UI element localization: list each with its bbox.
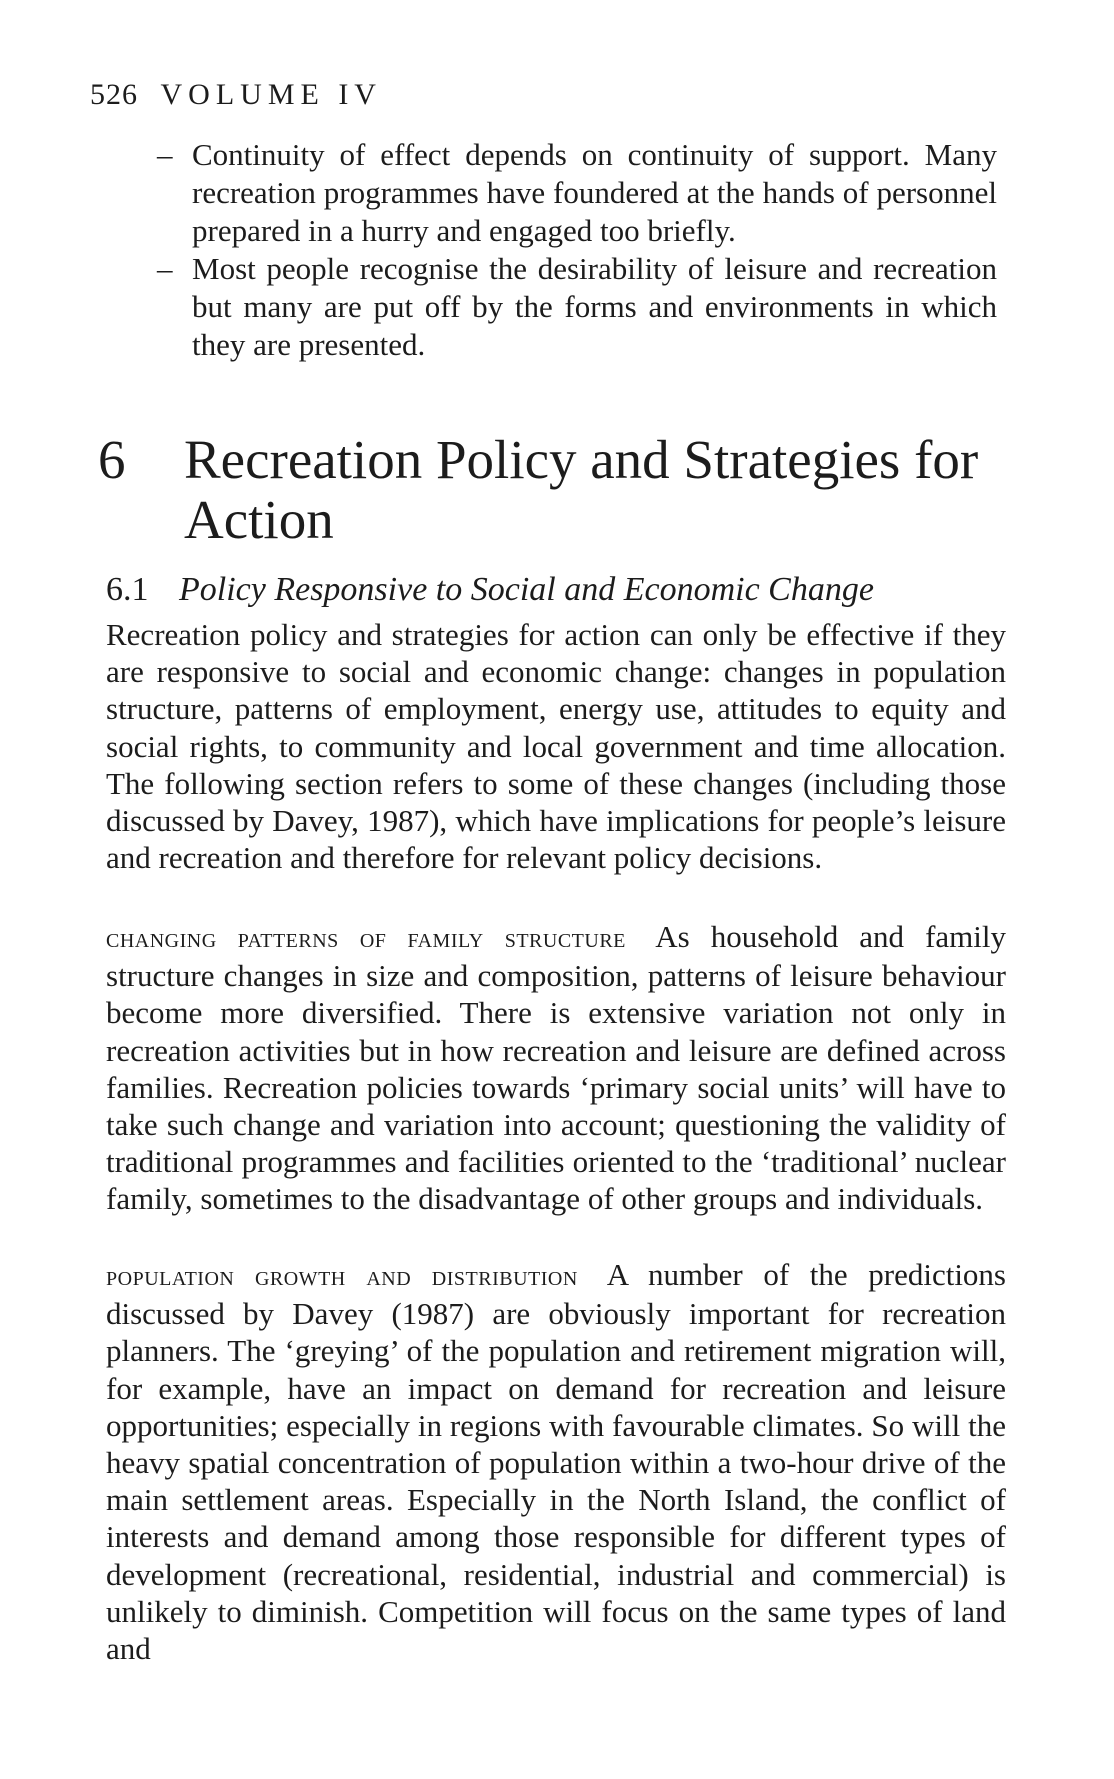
bullet-item: [157, 136, 997, 250]
section-number: 6.1: [106, 571, 149, 608]
chapter-heading: [98, 430, 1018, 550]
bullet-text: Continuity of effect depends on continuity of support. Many recreation programmes have foundered at the hands of personnel prepared in a hurry and engaged too briefly.: [192, 137, 997, 248]
family-structure-text: As household and family structure changes in size and composition, patterns of leisure behaviour become more diversified. There is extensive variation not only in recreation activities but in how recreation and leisure are defined across families. Recreation policies towards ‘primary social units’ will have to take such change and variation into account; questioning the validity of traditional programmes and facilities oriented to the ‘traditional’ nuclear family, sometimes to the disadvantage of other groups and individuals.: [106, 919, 1006, 1217]
running-head: [90, 78, 382, 112]
bullet-item: [157, 250, 997, 364]
population-growth-run-in-heading: population growth and distribution: [106, 1260, 578, 1292]
bullet-dash: –: [157, 137, 173, 172]
bullet-list: [157, 136, 997, 364]
bullet-text: Most people recognise the desirability of leisure and recreation but many are put off by the forms and environments in which they are presented.: [192, 251, 997, 362]
family-structure-run-in-heading: changing patterns of family structure: [106, 922, 626, 954]
volume-label: VOLUME IV: [160, 78, 382, 111]
population-growth-paragraph: [106, 1256, 1006, 1667]
chapter-title: Recreation Policy and Strategies for Action: [184, 429, 979, 550]
section-heading: [106, 570, 874, 610]
family-structure-paragraph: [106, 918, 1006, 1218]
bullet-dash: –: [157, 251, 173, 286]
chapter-number: 6: [98, 429, 126, 490]
intro-paragraph: Recreation policy and strategies for action can only be effective if they are responsive to social and economic change: changes in population structure, patterns of employment, energy use, attitudes to equity and social rights, to community and local government and time allocation. The following section refers to some of these changes (including those discussed by Davey, 1987), which have implications for people’s leisure and recreation and therefore for relevant policy decisions.: [106, 617, 1006, 876]
population-growth-text: A number of the predictions discussed by Davey (1987) are obviously important for recreation planners. The ‘greying’ of the population and retirement migration will, for example, have an impact on demand for recreation and leisure opportunities; especially in regions with favourable climates. So will the heavy spatial concentration of population within a two-hour drive of the main settlement areas. Especially in the North Island, the conflict of interests and demand among those responsible for different types of development (recreational, residential, industrial and commercial) is unlikely to diminish. Competition will focus on the same types of land and: [106, 1257, 1006, 1667]
section-title: Policy Responsive to Social and Economic Change: [179, 571, 874, 608]
page-number: 526: [90, 78, 138, 111]
